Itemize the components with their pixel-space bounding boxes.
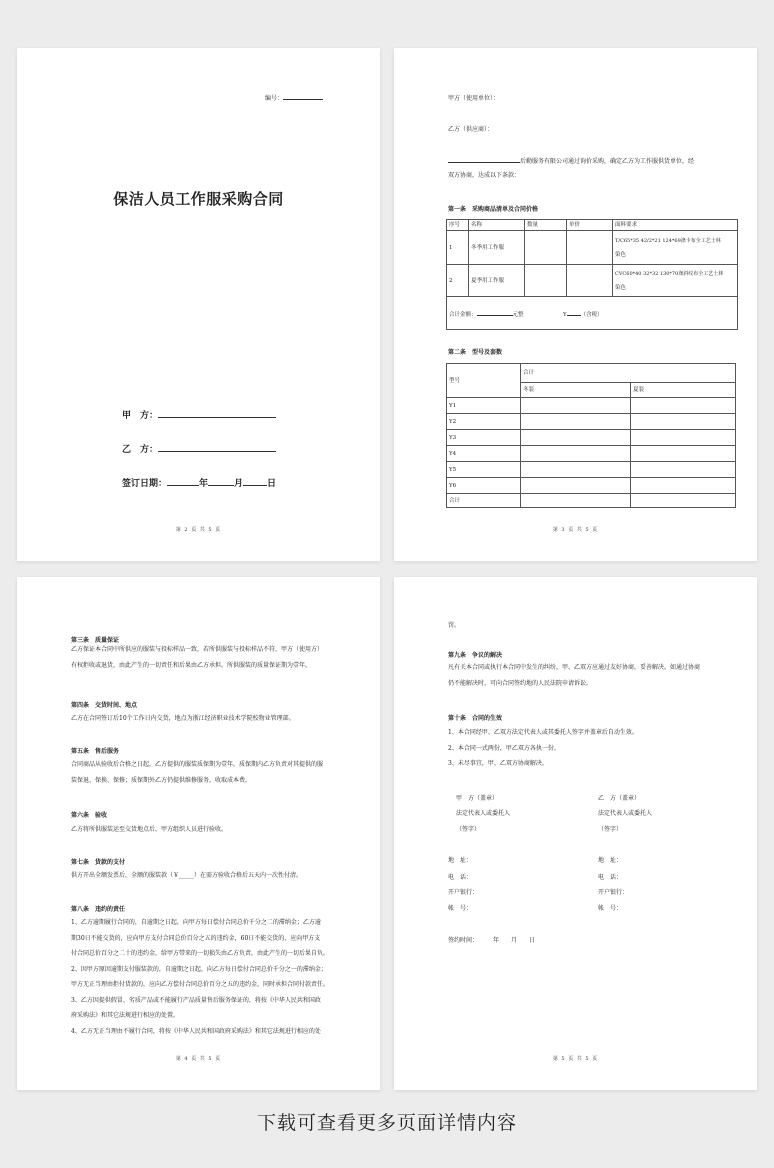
table-cell (525, 265, 567, 297)
article-6-body: 乙方将所供服装运至交货地点后，甲方组织人员进行验收。 (71, 826, 228, 833)
party-b-bank: 开户银行： (598, 889, 629, 896)
article-7-body: 供方开出全额发票后，全额的服装款（￥_____）在需方验收合格后五天内一次性付清。 (71, 872, 303, 879)
article-3-body: 乙方保证本合同中所供应的服装与投标样品一致，若所供服装与投标样品不符，甲方（使用方） 有权拒收或退货，由此产生的一切责任和后果由乙方承担。所供服装的质量保证期为壹年。 (71, 646, 324, 669)
article-5-body: 合同商品从验收后合格之日起，乙方提供的服装质保期为壹年。质保期内乙方负责对其提供的服 装保退、保换、保修；质保期外乙方仍提供维修服务，收取成本费。 (71, 761, 324, 784)
table-header-cell: 名称 (469, 220, 525, 231)
intro-paragraph: 后勤服务有限公司通过询价采购，确定乙方为工作服供货单位，经 (448, 155, 694, 166)
article-4-title: 第四条 交货时间、地点 (71, 702, 138, 709)
table-cell: T/C65*35 42/2*21 124*69涤卡布全工艺士林 染色 (613, 231, 738, 265)
party-b-phone: 电 话： (598, 874, 623, 881)
contract-number (265, 92, 323, 103)
table-header-cell: 夏装 (631, 383, 736, 398)
download-caption: 下载可查看更多页面详情内容 (256, 1112, 517, 1134)
table-header-row (447, 220, 738, 231)
table-row (447, 231, 738, 265)
article-10-title: 第十条 合同的生效 (448, 715, 503, 722)
document-page-terms (17, 577, 380, 1090)
page-footer: 第 3 页 共 5 页 (552, 527, 599, 533)
article-6-title: 第六条 验收 (71, 812, 108, 819)
article-10-body: 1、本合同经甲、乙双方法定代表人或其委托人签字并盖章后自动生效。 2、本合同一式两份，甲乙双方各执一份。 3、未尽事宜，甲、乙双方协商解决。 (448, 729, 638, 767)
article-7-title: 第七条 货款的支付 (71, 859, 126, 866)
contract-number-label: 编号： (265, 95, 284, 102)
table-header-cell: 型号 (447, 364, 521, 398)
table-cell: 1 (447, 231, 469, 265)
page-footer: 第 5 页 共 5 页 (552, 1056, 599, 1062)
intro-paragraph-line2: 双方协商，达成以下条款： (448, 172, 521, 179)
table-total-cell: 合计金额： 元整 Y （含税） (447, 297, 738, 330)
article-4-body: 乙方在合同签订后10个工作日内交货，地点为浙江经济职业技术学院校物业管理部。 (71, 715, 295, 722)
document-page-items (394, 48, 757, 561)
table-row: Y5 (447, 462, 736, 478)
table-row: Y2 (447, 414, 736, 430)
table-header-cell: 合计 (521, 364, 736, 383)
party-b-line: 乙 方： (122, 442, 276, 455)
party-a-representative: 法定代表人或委托人 (456, 810, 511, 817)
table-header-cell: 冬装 (521, 383, 631, 398)
table-header-cell: 面料要求 (613, 220, 738, 231)
document-title: 保洁人员工作服采购合同 (113, 190, 284, 208)
article-8-title: 第八条 违约的责任 (71, 906, 126, 913)
party-a-line: 甲 方： (122, 408, 276, 421)
table-cell: 夏季用工作服 (469, 265, 525, 297)
model-quantity-table (446, 363, 736, 508)
article-9-title: 第九条 争议的解决 (448, 652, 503, 659)
party-a-address: 地 址： (448, 857, 473, 864)
table-row: Y6 (447, 478, 736, 494)
party-b-supplier: 乙方（供应商）： (448, 126, 494, 133)
table-cell: CVC60*40 32*32 130*70涤斜纹布全工艺士林 染色 (613, 265, 738, 297)
document-page-signatures (394, 577, 757, 1090)
table-header-cell: 序号 (447, 220, 469, 231)
carryover-text: 罚。 (448, 622, 461, 629)
party-b-address: 地 址： (598, 857, 623, 864)
article-3-title: 第三条 质量保证 (71, 637, 120, 644)
article-5-title: 第五条 售后服务 (71, 748, 120, 755)
party-a-signature: （签字） (456, 826, 481, 833)
table-row: Y1 (447, 398, 736, 414)
table-row: 合计 (447, 494, 736, 508)
document-page-cover (17, 48, 380, 561)
party-a-account: 帐 号： (448, 905, 473, 912)
page-footer: 第 4 页 共 5 页 (175, 1056, 222, 1062)
article-2-title: 第二条 型号及套数 (448, 349, 503, 356)
table-row: Y3 (447, 430, 736, 446)
party-a-phone: 电 话： (448, 874, 473, 881)
table-cell: 2 (447, 265, 469, 297)
table-row: Y4 (447, 446, 736, 462)
article-8-body: 1、乙方逾期履行合同的，自逾期之日起，向甲方每日偿付合同总价千分之二的滞纳金；乙方逾 期30日不能交货的，应向甲方支付合同总价百分之五的违约金，60日不能交货的，应向甲方支 付合同总价百分之二十的违约金，给甲方带来的一切损失由乙方负责，由此产生的一切后果自负。 2、因甲方原因逾期支付服装款的，自逾期之日起，向乙方每日偿付合同总价千分之一的滞纳金； 甲方无正当理由拒付货款的，应向乙方偿付合同总价百分之五的违约金，同时承担合同付款责任。 3、乙方因提供假冒、劣质产品或不能履行产品质量售后服务保证的，将按《中华人民共和国政 府采购法》和其它法规进行相应的处置。 4、乙方无正当理由不履行合同，将按《中华人民共和国政府采购法》和其它法规进行相应的处 (71, 919, 330, 1035)
table-cell (567, 231, 613, 265)
page-footer: 第 2 页 共 5 页 (175, 527, 222, 533)
party-b-representative: 法定代表人或委托人 (598, 810, 653, 817)
sign-date-line: 签订日期： 年 月 日 (122, 479, 277, 489)
article-1-title: 第一条 采购商品清单及合同价格 (448, 206, 539, 213)
article-9-body: 凡有关本合同或执行本合同中发生的纠纷，甲、乙双方应通过友好协商，妥善解决。如通过协商 仍不能解决时，可向合同签约地的人民法院申请诉讼。 (448, 664, 701, 687)
party-a-user: 甲方（使用单位）： (448, 95, 500, 102)
table-cell (525, 231, 567, 265)
table-total-row (447, 297, 738, 330)
price-list-table (446, 219, 738, 330)
table-cell (567, 265, 613, 297)
table-cell: 冬季用工作服 (469, 231, 525, 265)
party-b-seal: 乙 方（盖章） (598, 795, 641, 802)
party-a-seal: 甲 方（盖章） (456, 795, 499, 802)
table-row (447, 265, 738, 297)
sign-time: 签约时间： 年 月 日 (448, 937, 536, 944)
party-b-account: 帐 号： (598, 905, 623, 912)
party-a-bank: 开户银行： (448, 889, 479, 896)
party-b-signature: （签字） (598, 826, 623, 833)
table-header-cell: 数量 (525, 220, 567, 231)
table-header-cell: 单价 (567, 220, 613, 231)
